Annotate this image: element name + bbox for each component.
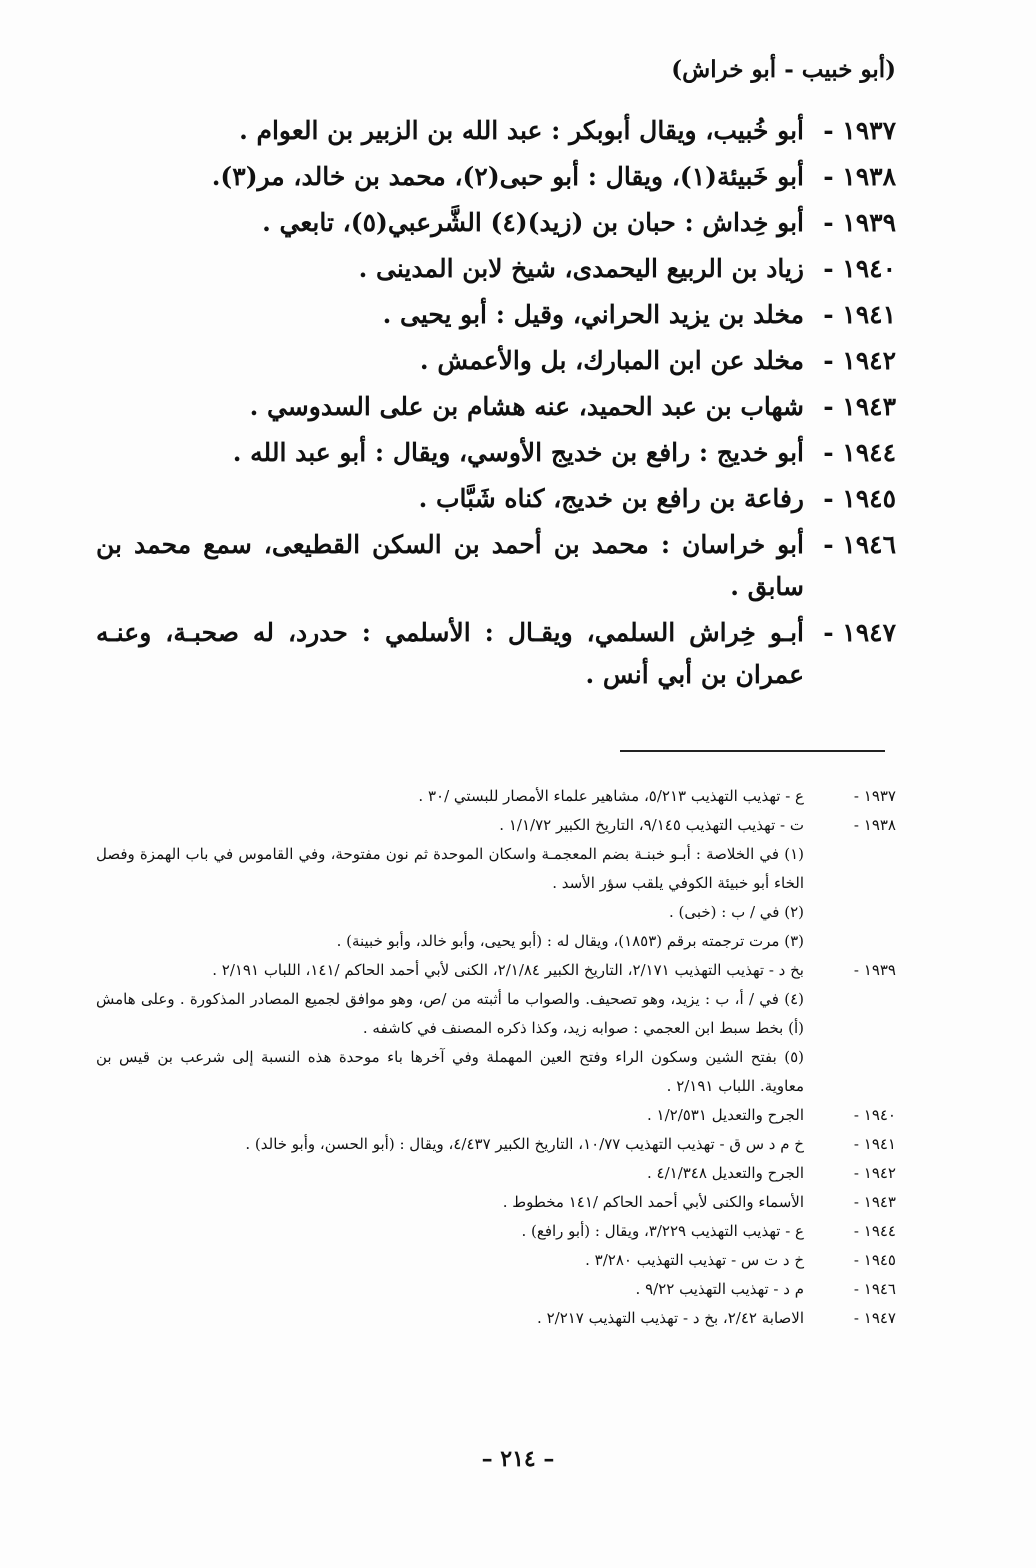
entry-number: ١٩٣٩ - xyxy=(823,208,896,237)
entry-number: ١٩٤٥ - xyxy=(823,484,896,513)
entry-text: أبو خِداش : حبان بن (زيد)(٤) الشَّرعبي(٥)، تابعي . xyxy=(262,208,804,237)
entry-text: مخلد عن ابن المبارك، بل والأعمش . xyxy=(419,346,804,375)
footnote: (٣) مرت ترجمته برقم (١٨٥٣)، ويقال له : (أبو يحيى، وأبو خالد، وأبو خبينة) . xyxy=(336,932,804,950)
note-number: ١٩٤٦ - xyxy=(853,1280,896,1298)
source-note xyxy=(96,1304,896,1333)
entry xyxy=(96,248,896,290)
note-number: ١٩٤٤ - xyxy=(853,1222,896,1240)
note-number: ١٩٤٠ - xyxy=(853,1106,896,1124)
entry-text: مخلد بن يزيد الحراني، وقيل : أبو يحيى . xyxy=(382,300,804,329)
source-note xyxy=(96,1217,896,1246)
entry-text: رفاعة بن رافع بن خديج، كناه شَبَّاب . xyxy=(418,484,804,513)
entry-text: شهاب بن عبد الحميد، عنه هشام بن على السدوسي . xyxy=(249,392,804,421)
entry-number: ١٩٤٣ - xyxy=(823,392,896,421)
note-text: بخ د - تهذيب التهذيب ٢/١٧١، التاريخ الكبير ٢/١/٨٤، الكنى لأبي أحمد الحاكم /١٤١، اللباب ٢/١٩١ . xyxy=(212,961,804,979)
entry-number: ١٩٤٤ - xyxy=(823,438,896,467)
note-text: ع - تهذيب التهذيب ٥/٢١٣، مشاهير علماء الأمصار للبستي /٣٠ . xyxy=(418,787,804,805)
note-number: ١٩٤٥ - xyxy=(853,1251,896,1269)
source-note xyxy=(96,1159,896,1188)
entry-text: أبو خُبيب، ويقال أبوبكر : عبد الله بن الزبير بن العوام . xyxy=(239,116,804,145)
footnote: (١) في الخلاصة : أبـو خبنـة بضم المعجمـة واسكان الموحدة ثم نون مفتوحة، وفي القاموس في باب الهمزة وفصل الخاء أبو خبيئة الكوفي يلقب سؤر الأسد . xyxy=(96,845,804,892)
footnote: (٥) بفتح الشين وسكون الراء وفتح العين المهملة وفي آخرها باء موحدة هذه النسبة إلى شرعب بن قيس بن معاوية. اللباب ٢/١٩١ . xyxy=(96,1048,804,1095)
source-note xyxy=(96,1188,896,1217)
page-number: – ٢١٤ – xyxy=(481,1446,555,1472)
entry-text: أبـو خِراش السلمي، ويقـال : الأسلمي : حدرد، له صحبـة، وعنـه عمران بن أبي أنس . xyxy=(96,618,804,689)
entry xyxy=(96,110,896,152)
note-text: الأسماء والكنى لأبي أحمد الحاكم /١٤١ مخطوط . xyxy=(502,1193,804,1211)
entry-number: ١٩٣٨ - xyxy=(823,162,896,191)
entry-number: ١٩٤٠ - xyxy=(823,254,896,283)
entry xyxy=(96,340,896,382)
source-note xyxy=(96,811,896,840)
running-header: (أبو خبيب - أبو خراش) xyxy=(671,56,896,83)
source-note xyxy=(96,1101,896,1130)
entry-number: ١٩٤٢ - xyxy=(823,346,896,375)
entry-number: ١٩٤٦ - xyxy=(823,530,896,559)
note-text: ت - تهذيب التهذيب ٩/١٤٥، التاريخ الكبير ١/١/٧٢ . xyxy=(499,816,804,834)
footnote-separator xyxy=(620,750,885,752)
entry-number: ١٩٣٧ - xyxy=(823,116,896,145)
entry xyxy=(96,612,896,696)
entry-text: أبو خَبيئة(١)، ويقال : أبو حبى(٢)، محمد بن خالد، مر(٣). xyxy=(211,162,804,191)
note-text: خ د ت س - تهذيب التهذيب ٣/٢٨٠ . xyxy=(585,1251,804,1269)
source-note xyxy=(96,1246,896,1275)
entry xyxy=(96,294,896,336)
footnotes xyxy=(96,782,896,1333)
note-number: ١٩٣٧ - xyxy=(853,787,896,805)
entry xyxy=(96,386,896,428)
main-entries xyxy=(96,110,896,700)
note-number: ١٩٤٧ - xyxy=(853,1309,896,1327)
entry-text: أبو خراسان : محمد بن أحمد بن السكن القطيعى، سمع محمد بن سابق . xyxy=(96,530,804,601)
note-text: م د - تهذيب التهذيب ٩/٢٢ . xyxy=(635,1280,804,1298)
entry xyxy=(96,202,896,244)
source-note xyxy=(96,1130,896,1159)
entry xyxy=(96,432,896,474)
source-note xyxy=(96,956,896,985)
note-number: ١٩٤٣ - xyxy=(853,1193,896,1211)
entry xyxy=(96,478,896,520)
entry xyxy=(96,524,896,608)
entry-text: أبو خديج : رافع بن خديج الأوسي، ويقال : أبو عبد الله . xyxy=(232,438,804,467)
note-number: ١٩٤٢ - xyxy=(853,1164,896,1182)
source-note xyxy=(96,782,896,811)
note-text: الاصابة ٢/٤٢، بخ د - تهذيب التهذيب ٢/٢١٧ . xyxy=(537,1309,804,1327)
note-text: ع - تهذيب التهذيب ٣/٢٢٩، ويقال : (أبو رافع) . xyxy=(521,1222,804,1240)
source-note xyxy=(96,1275,896,1304)
footnote: (٢) في / ب : (خبى) . xyxy=(668,903,804,921)
note-number: ١٩٣٨ - xyxy=(853,816,896,834)
entry-number: ١٩٤٧ - xyxy=(823,618,896,647)
entry-text: زياد بن الربيع اليحمدى، شيخ لابن المدينى . xyxy=(358,254,804,283)
note-number: ١٩٣٩ - xyxy=(853,961,896,979)
entry-number: ١٩٤١ - xyxy=(823,300,896,329)
note-text: الجرح والتعديل ١/٢/٥٣١ . xyxy=(646,1106,804,1124)
entry xyxy=(96,156,896,198)
note-text: الجرح والتعديل ٤/١/٣٤٨ . xyxy=(646,1164,804,1182)
note-number: ١٩٤١ - xyxy=(853,1135,896,1153)
footnote: (٤) في / أ، ب : يزيد، وهو تصحيف. والصواب ما أثبته من /ص، وهو موافق لجميع المصادر المذكورة . وعلى هامش (أ) بخط سبط ابن العجمي : صوابه زيد، وكذا ذكره المصنف في كاشفه . xyxy=(96,990,804,1037)
note-text: خ م د س ق - تهذيب التهذيب ١٠/٧٧، التاريخ الكبير ٤/٤٣٧، ويقال : (أبو الحسن، وأبو خالد) . xyxy=(245,1135,804,1153)
